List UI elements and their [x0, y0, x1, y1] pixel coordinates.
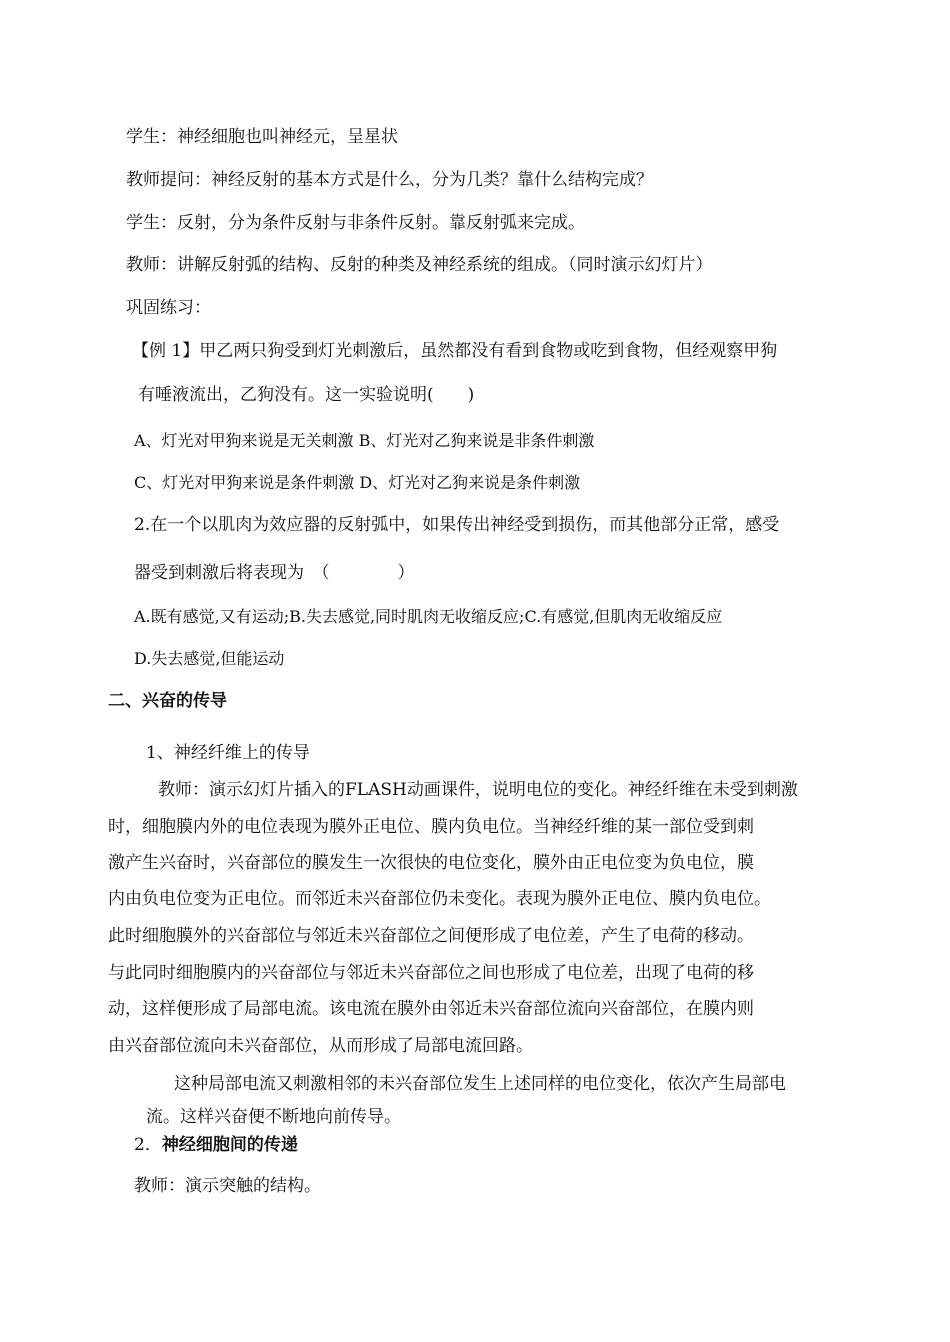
intro-line: 教师：讲解反射弧的结构、反射的种类及神经系统的组成。（同时演示幻灯片） [126, 255, 713, 275]
subsection-heading-2 [134, 1134, 298, 1156]
paragraph-line: 教师：演示突触的结构。 [134, 1176, 321, 1196]
paragraph-line: 此时细胞膜外的兴奋部位与邻近未兴奋部位之间便形成了电位差，产生了电荷的移动。 [108, 926, 754, 946]
example2-question-cont: 器受到刺激后将表现为 （ ） [134, 563, 415, 583]
paragraph-line: 这种局部电流又刺激相邻的未兴奋部位发生上述同样的电位变化，依次产生局部电 [174, 1074, 786, 1094]
paragraph-line: 教师：演示幻灯片插入的FLASH动画课件，说明电位的变化。神经纤维在未受到刺激 [158, 780, 798, 800]
practice-label: 巩固练习： [126, 298, 211, 318]
example2-question: 2.在一个以肌肉为效应器的反射弧中，如果传出神经受到损伤，而其他部分正常，感受 [134, 515, 780, 535]
section-heading: 二、兴奋的传导 [108, 691, 227, 711]
paragraph-line: 激产生兴奋时，兴奋部位的膜发生一次很快的电位变化，膜外由正电位变为负电位，膜 [108, 853, 754, 873]
subsection-heading: 1、神经纤维上的传导 [146, 743, 310, 763]
intro-line: 学生：反射，分为条件反射与非条件反射。靠反射弧来完成。 [126, 213, 585, 233]
example1-question-cont: 有唾液流出，乙狗没有。这一实验说明( ) [138, 385, 475, 405]
paragraph-line: 由兴奋部位流向未兴奋部位，从而形成了局部电流回路。 [108, 1036, 533, 1056]
paragraph-line: 时，细胞膜内外的电位表现为膜外正电位、膜内负电位。当神经纤维的某一部位受到刺 [108, 817, 754, 837]
subsection-title: 神经细胞间的传递 [161, 1135, 298, 1155]
paragraph-line: 与此同时细胞膜内的兴奋部位与邻近未兴奋部位之间也形成了电位差，出现了电荷的移 [108, 963, 754, 983]
example1-question: 【例 1】甲乙两只狗受到灯光刺激后，虽然都没有看到食物或吃到食物，但经观察甲狗 [132, 341, 778, 361]
example1-options-ab: A、灯光对甲狗来说是无关刺激 B、灯光对乙狗来说是非条件刺激 [134, 431, 595, 450]
intro-line: 教师提问：神经反射的基本方式是什么，分为几类？靠什么结构完成？ [126, 170, 653, 190]
paragraph-line: 内由负电位变为正电位。而邻近未兴奋部位仍未变化。表现为膜外正电位、膜内负电位。 [108, 889, 771, 909]
example2-option-d: D.失去感觉,但能运动 [134, 649, 285, 668]
intro-line: 学生：神经细胞也叫神经元，呈星状 [126, 127, 398, 147]
example1-options-cd: C、灯光对甲狗来说是条件刺激 D、灯光对乙狗来说是条件刺激 [134, 473, 581, 492]
subsection-number: 2． [134, 1135, 162, 1155]
paragraph-line: 流。这样兴奋便不断地向前传导。 [146, 1107, 401, 1127]
example2-options-abc: A.既有感觉,又有运动;B.失去感觉,同时肌肉无收缩反应;C.有感觉,但肌肉无收缩反应 [134, 607, 723, 626]
paragraph-line: 动，这样便形成了局部电流。该电流在膜外由邻近未兴奋部位流向兴奋部位，在膜内则 [108, 999, 754, 1019]
